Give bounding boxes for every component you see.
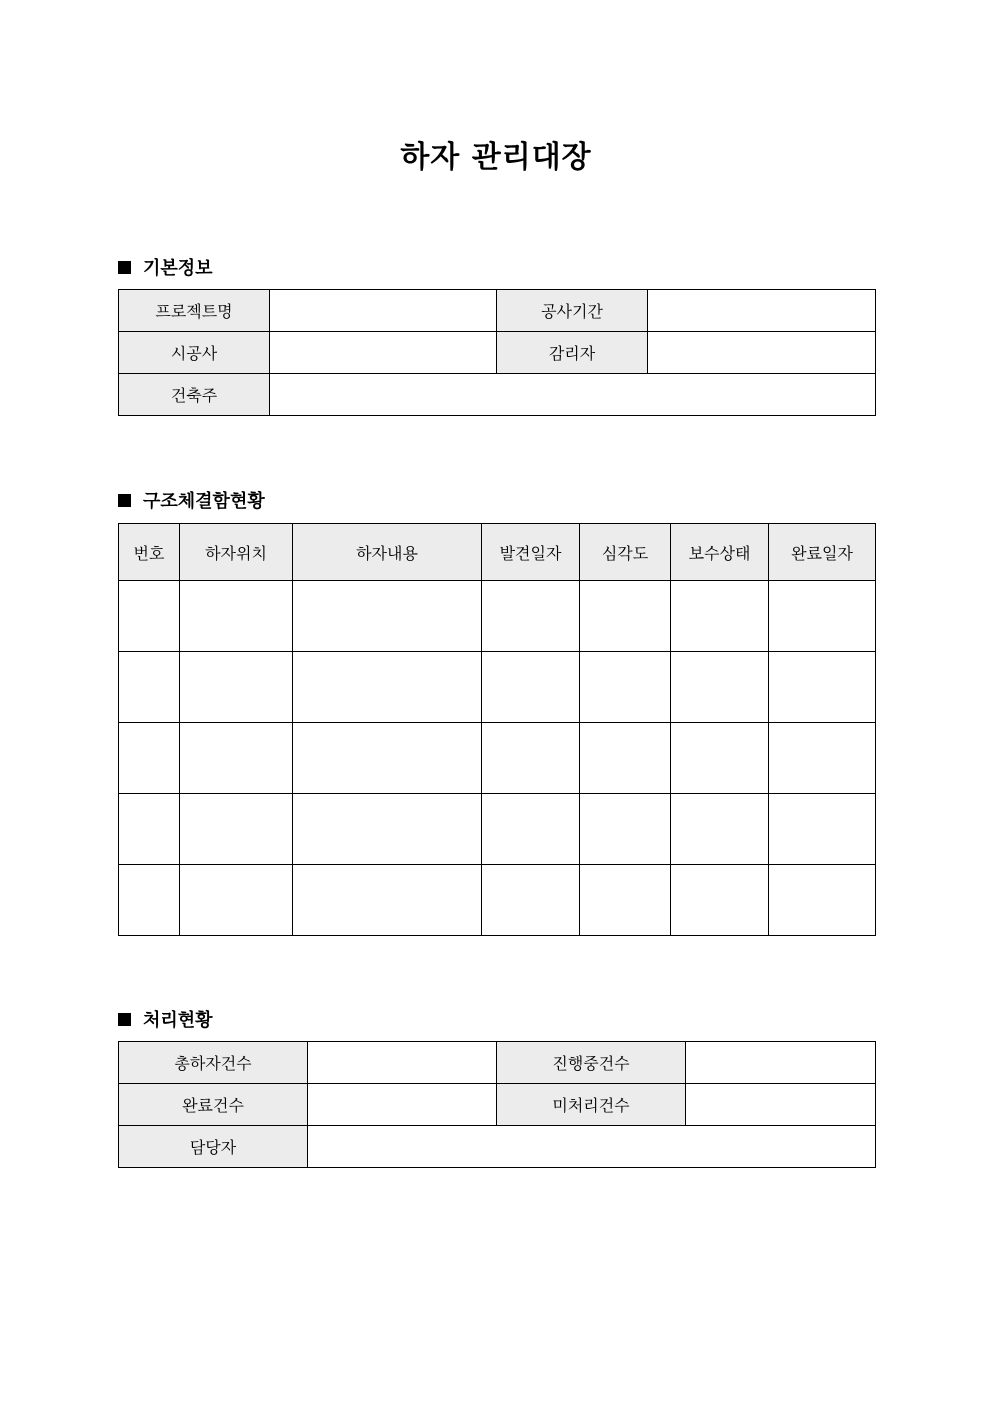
- owner-field[interactable]: [270, 374, 876, 416]
- table-cell[interactable]: [482, 794, 580, 865]
- supervisor-label: 감리자: [497, 332, 648, 374]
- processing-heading: [118, 1006, 213, 1032]
- table-cell[interactable]: [293, 794, 482, 865]
- table-row: [119, 723, 876, 794]
- table-row: [119, 1126, 876, 1168]
- completed-count-label: 완료건수: [119, 1084, 308, 1126]
- square-bullet-icon: [118, 1013, 131, 1026]
- column-header-location: 하자위치: [180, 524, 293, 581]
- column-header-severity: 심각도: [580, 524, 671, 581]
- defects-heading-text: 구조체결함현황: [143, 491, 265, 512]
- table-row: [119, 290, 876, 332]
- processing-heading-text: 처리현황: [143, 1010, 213, 1031]
- table-cell[interactable]: [671, 865, 769, 936]
- table-cell[interactable]: [580, 581, 671, 652]
- total-count-label: 총하자건수: [119, 1042, 308, 1084]
- contractor-label: 시공사: [119, 332, 270, 374]
- table-cell[interactable]: [580, 794, 671, 865]
- table-cell[interactable]: [769, 581, 876, 652]
- table-row: [119, 374, 876, 416]
- table-cell[interactable]: [769, 794, 876, 865]
- table-cell[interactable]: [482, 865, 580, 936]
- completed-count-field[interactable]: [308, 1084, 497, 1126]
- table-cell[interactable]: [293, 865, 482, 936]
- basic-info-table: [118, 289, 876, 416]
- document-title: 하자 관리대장: [400, 140, 592, 175]
- table-cell[interactable]: [671, 723, 769, 794]
- table-cell[interactable]: [119, 652, 180, 723]
- column-header-found-date: 발견일자: [482, 524, 580, 581]
- table-cell[interactable]: [293, 723, 482, 794]
- table-cell[interactable]: [769, 652, 876, 723]
- manager-field[interactable]: [308, 1126, 876, 1168]
- column-header-completion-date: 완료일자: [769, 524, 876, 581]
- table-cell[interactable]: [180, 723, 293, 794]
- table-cell[interactable]: [180, 794, 293, 865]
- total-count-field[interactable]: [308, 1042, 497, 1084]
- project-name-label: 프로젝트명: [119, 290, 270, 332]
- table-cell[interactable]: [671, 652, 769, 723]
- unprocessed-count-field[interactable]: [686, 1084, 876, 1126]
- defects-table: [118, 523, 876, 936]
- table-cell[interactable]: [769, 865, 876, 936]
- basic-info-heading-text: 기본정보: [143, 258, 213, 279]
- table-cell[interactable]: [769, 723, 876, 794]
- column-header-description: 하자내용: [293, 524, 482, 581]
- square-bullet-icon: [118, 494, 131, 507]
- defects-heading: [118, 487, 265, 513]
- owner-label: 건축주: [119, 374, 270, 416]
- table-cell[interactable]: [482, 652, 580, 723]
- manager-label: 담당자: [119, 1126, 308, 1168]
- table-cell[interactable]: [180, 652, 293, 723]
- table-header-row: [119, 524, 876, 581]
- table-cell[interactable]: [580, 652, 671, 723]
- column-header-repair-status: 보수상태: [671, 524, 769, 581]
- table-cell[interactable]: [180, 581, 293, 652]
- table-cell[interactable]: [119, 581, 180, 652]
- column-header-number: 번호: [119, 524, 180, 581]
- period-field[interactable]: [648, 290, 876, 332]
- table-row: [119, 332, 876, 374]
- processing-table: [118, 1041, 876, 1168]
- unprocessed-count-label: 미처리건수: [497, 1084, 686, 1126]
- table-cell[interactable]: [671, 794, 769, 865]
- table-cell[interactable]: [119, 723, 180, 794]
- period-label: 공사기간: [497, 290, 648, 332]
- table-row: [119, 652, 876, 723]
- table-cell[interactable]: [119, 865, 180, 936]
- table-row: [119, 1084, 876, 1126]
- table-row: [119, 1042, 876, 1084]
- table-cell[interactable]: [293, 581, 482, 652]
- table-cell[interactable]: [580, 723, 671, 794]
- project-name-field[interactable]: [270, 290, 497, 332]
- square-bullet-icon: [118, 261, 131, 274]
- table-row: [119, 865, 876, 936]
- table-cell[interactable]: [119, 794, 180, 865]
- contractor-field[interactable]: [270, 332, 497, 374]
- basic-info-heading: [118, 254, 213, 280]
- table-cell[interactable]: [671, 581, 769, 652]
- table-cell[interactable]: [180, 865, 293, 936]
- in-progress-count-field[interactable]: [686, 1042, 876, 1084]
- table-row: [119, 794, 876, 865]
- table-row: [119, 581, 876, 652]
- table-cell[interactable]: [482, 723, 580, 794]
- table-cell[interactable]: [482, 581, 580, 652]
- supervisor-field[interactable]: [648, 332, 876, 374]
- in-progress-count-label: 진행중건수: [497, 1042, 686, 1084]
- table-cell[interactable]: [293, 652, 482, 723]
- table-cell[interactable]: [580, 865, 671, 936]
